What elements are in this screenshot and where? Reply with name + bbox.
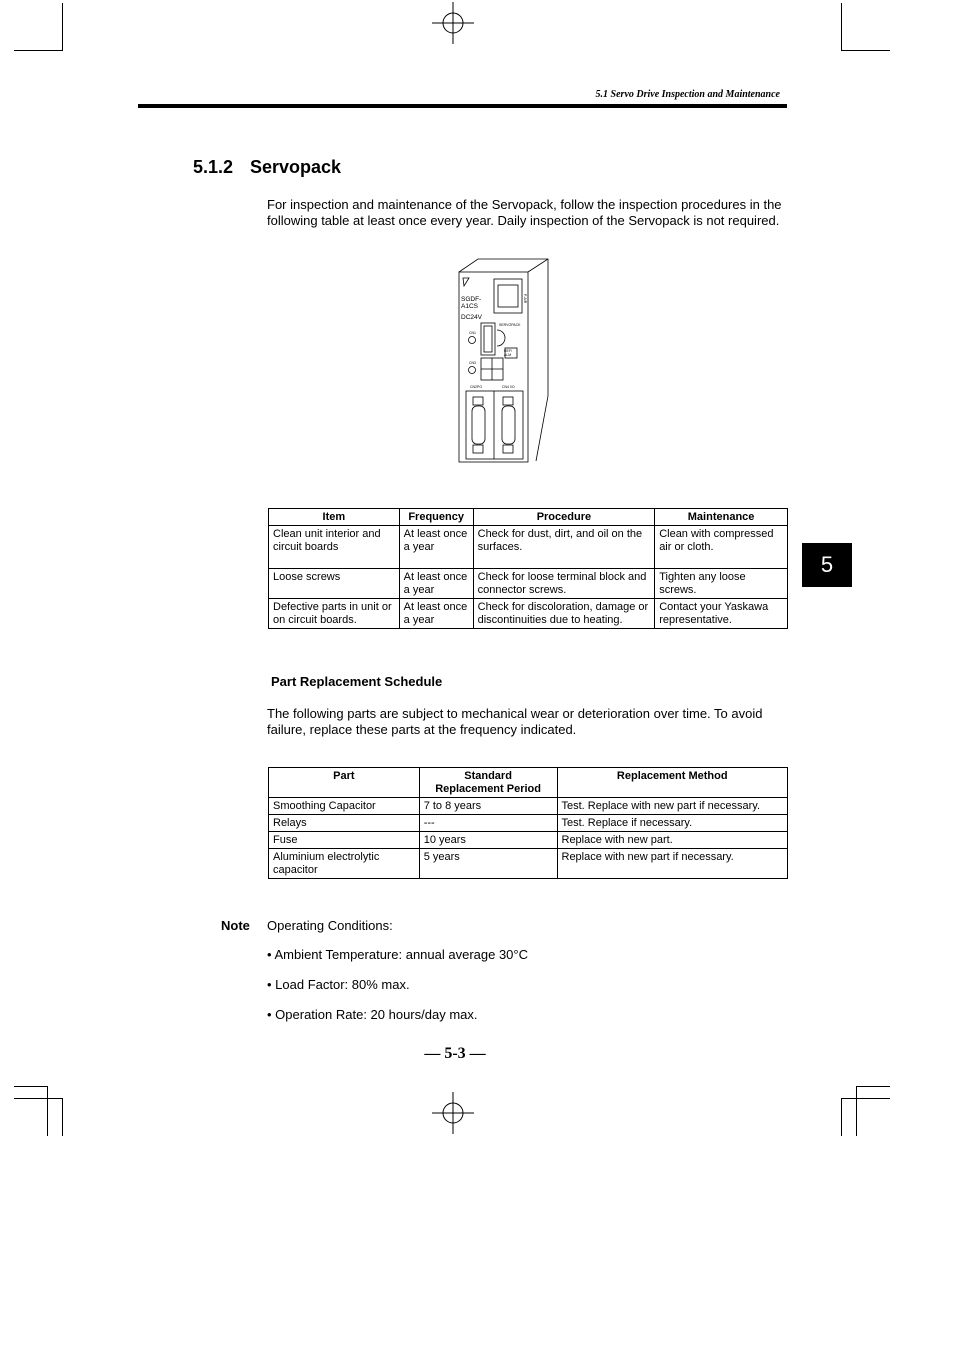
cell-method: Test. Replace with new part if necessary. — [557, 798, 788, 815]
cell-period: 5 years — [419, 849, 557, 879]
note-title: Operating Conditions: — [267, 918, 393, 933]
note-item: • Operation Rate: 20 hours/day max. — [267, 1007, 478, 1022]
cell-maintenance: Clean with compressed air or cloth. — [655, 526, 788, 569]
cell-period: 10 years — [419, 832, 557, 849]
table-row — [269, 599, 788, 629]
device-model-label-2: A1CS — [461, 303, 478, 310]
cell-frequency: At least once a year — [399, 526, 473, 569]
cell-maintenance: Tighten any loose screws. — [655, 569, 788, 599]
cell-maintenance: Contact your Yaskawa representative. — [655, 599, 788, 629]
section-name: Servopack — [250, 157, 342, 177]
cell-part: Aluminium electrolytic capacitor — [269, 849, 420, 879]
header-frequency: Frequency — [399, 509, 473, 526]
cell-method: Replace with new part. — [557, 832, 788, 849]
registration-mark-top — [432, 2, 474, 44]
header-item: Item — [269, 509, 400, 526]
device-model-label: SGDF- — [461, 296, 482, 303]
device-power-label: P-A/R — [523, 294, 527, 304]
header-method: Replacement Method — [557, 768, 788, 798]
device-brand-label: SERVOPACK — [499, 323, 521, 327]
yaskawa-logo-icon — [463, 278, 469, 286]
device-alarm-label: REF/ — [504, 349, 512, 353]
device-cn4-label: CN4 I/O — [502, 385, 515, 389]
table-header-row — [269, 509, 788, 526]
device-cn2-label: CN2PG — [470, 385, 483, 389]
intro-paragraph: For inspection and maintenance of the Servopack, follow the inspection procedures in the following table at least once every year. Daily inspection of the Servopack is not required. — [267, 197, 782, 228]
note-label: Note — [221, 918, 250, 933]
table-header-row — [269, 768, 788, 798]
header-period-line1: Standard — [464, 770, 512, 782]
table-row — [269, 798, 788, 815]
note-item: • Load Factor: 80% max. — [267, 977, 410, 992]
running-head: 5.1 Servo Drive Inspection and Maintenance — [595, 89, 780, 100]
cell-frequency: At least once a year — [399, 599, 473, 629]
cell-part: Fuse — [269, 832, 420, 849]
header-rule — [138, 104, 787, 108]
cell-frequency: At least once a year — [399, 569, 473, 599]
cell-method: Replace with new part if necessary. — [557, 849, 788, 879]
device-voltage-label: DC24V — [461, 314, 482, 321]
registration-mark-bottom — [432, 1092, 474, 1134]
cell-part: Relays — [269, 815, 420, 832]
header-procedure: Procedure — [473, 509, 655, 526]
cell-method: Test. Replace if necessary. — [557, 815, 788, 832]
device-cn3-label: CN3 — [469, 361, 477, 365]
note-item: • Ambient Temperature: annual average 30°C — [267, 947, 529, 962]
header-part: Part — [269, 768, 420, 798]
device-alarm-label-2: ALM — [504, 353, 512, 357]
inspection-table — [268, 508, 788, 629]
header-period-line2: Replacement Period — [435, 783, 541, 795]
header-period — [419, 768, 557, 798]
cell-period: 7 to 8 years — [419, 798, 557, 815]
device-cn1-label: CN1 — [469, 331, 477, 335]
section-title — [193, 157, 341, 178]
cell-procedure: Check for dust, dirt, and oil on the surfaces. — [473, 526, 655, 569]
cell-period: --- — [419, 815, 557, 832]
servopack-illustration — [456, 256, 552, 466]
cell-item: Clean unit interior and circuit boards — [269, 526, 400, 569]
table-row — [269, 849, 788, 879]
cell-item: Defective parts in unit or on circuit boards. — [269, 599, 400, 629]
chapter-tab: 5 — [802, 543, 852, 587]
cell-part: Smoothing Capacitor — [269, 798, 420, 815]
page-number: — 5-3 — — [424, 1045, 486, 1062]
section-number: 5.1.2 — [193, 157, 234, 177]
cell-item: Loose screws — [269, 569, 400, 599]
table-row — [269, 569, 788, 599]
table-row — [269, 815, 788, 832]
part-replacement-heading: Part Replacement Schedule — [271, 674, 443, 689]
table-row — [269, 832, 788, 849]
cell-procedure: Check for loose terminal block and connector screws. — [473, 569, 655, 599]
part-replacement-paragraph: The following parts are subject to mechanical wear or deterioration over time. To avoid failure, replace these parts at the frequency indicated. — [267, 706, 763, 737]
header-maintenance: Maintenance — [655, 509, 788, 526]
cell-procedure: Check for discoloration, damage or discontinuities due to heating. — [473, 599, 655, 629]
replacement-table — [268, 767, 788, 879]
table-row — [269, 526, 788, 569]
